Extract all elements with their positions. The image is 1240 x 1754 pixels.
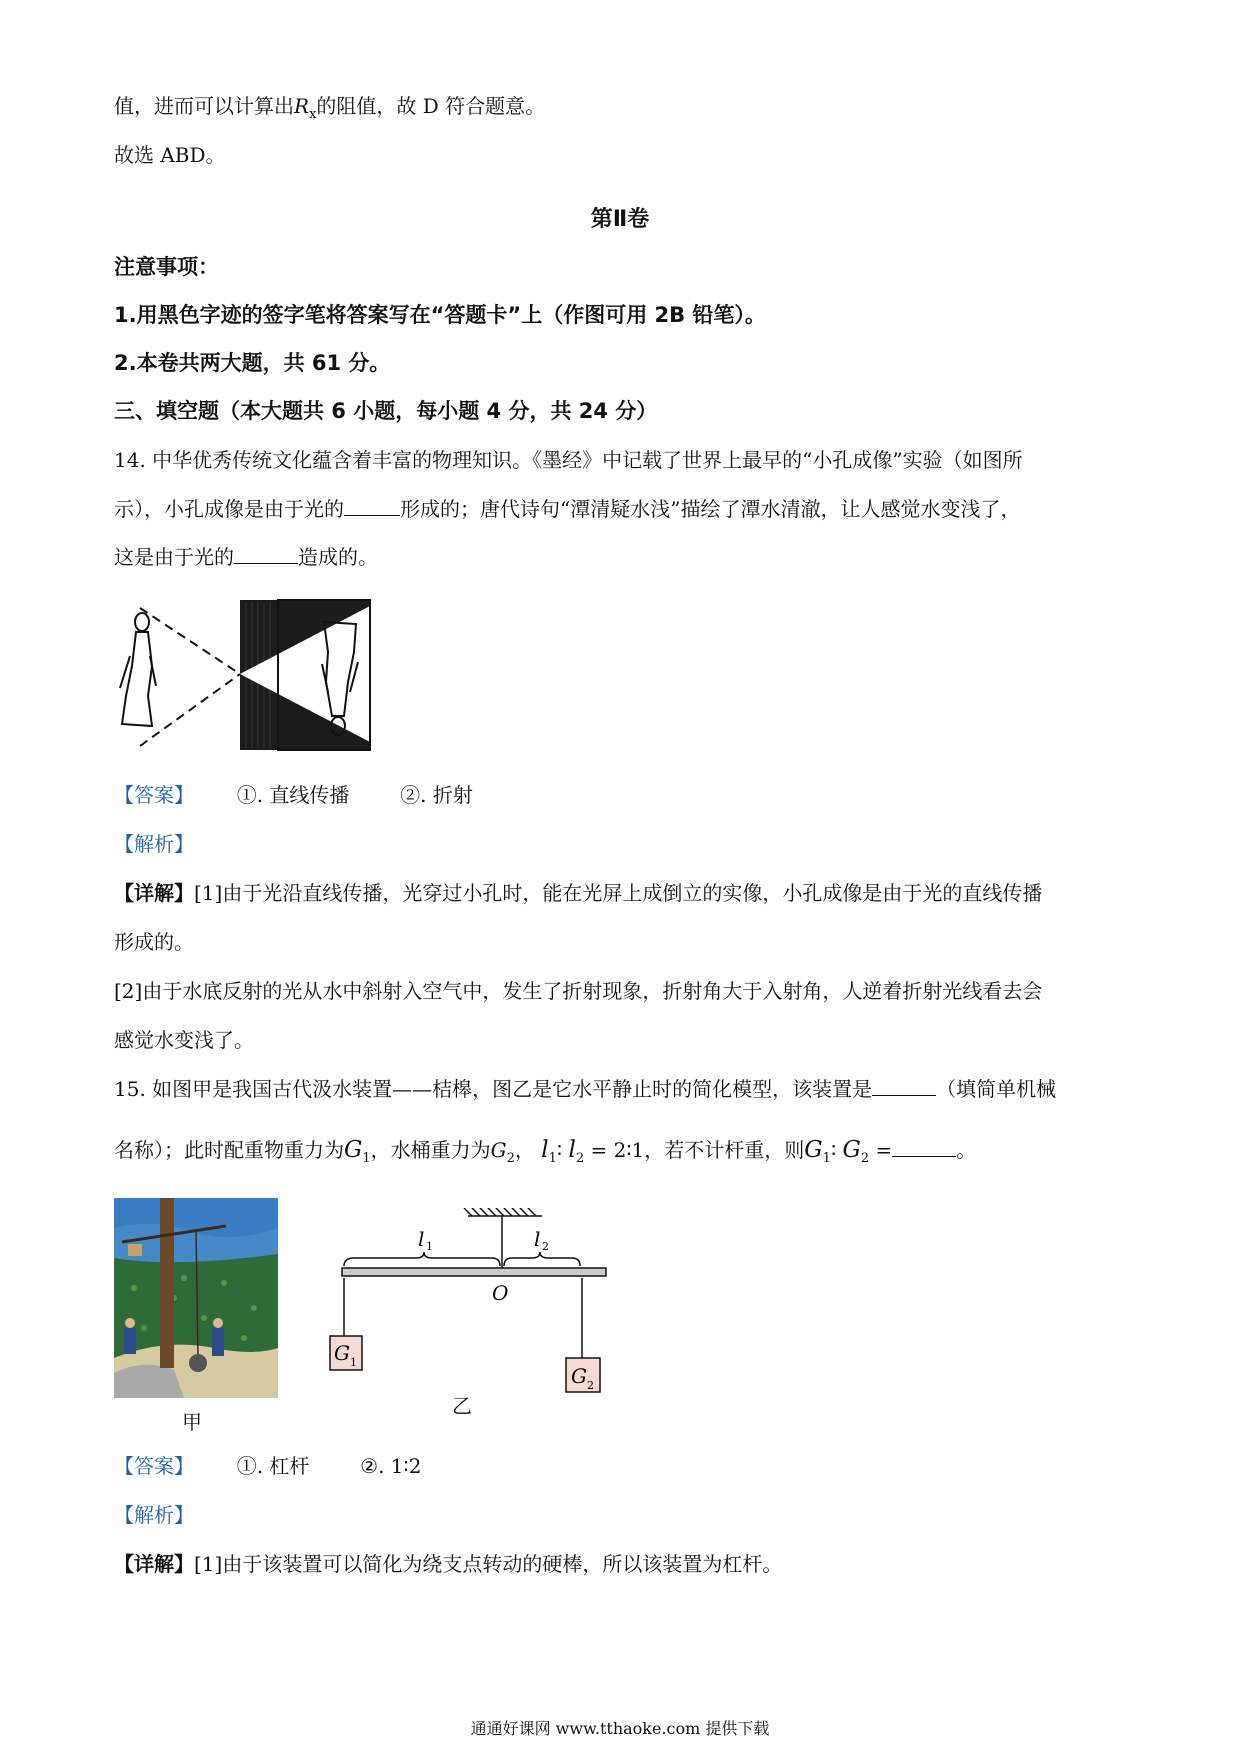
person-head (135, 613, 149, 631)
text-line: 值，进而可以计算出$R_x$的阻值，故 D 符合题意。 (114, 94, 546, 122)
label-g2: G (571, 1364, 587, 1388)
svg-text:2: 2 (542, 1240, 549, 1253)
answer-line: 【答案】 ①. 杠杆 ②. 1∶2 (114, 1454, 422, 1478)
question-14-line: 示），小孔成像是由于光的 形成的；唐代诗句“潭清疑水浅”描绘了潭水清澈，让人感觉水变浅了， (114, 497, 1021, 521)
svg-text:1: 1 (426, 1240, 433, 1253)
detail-line: [2]由于水底反射的光从水中斜射入空气中，发生了折射现象，折射角大于入射角，人逆着折射光线看去会 (114, 979, 1043, 1003)
painting-well (189, 1354, 207, 1372)
lever-model-diagram (320, 1208, 620, 1398)
notice-title: 注意事项： (114, 255, 219, 279)
label-g1: G (334, 1341, 350, 1365)
svg-text:2: 2 (587, 1379, 594, 1392)
person-body (122, 632, 152, 726)
figure-label-yi: 乙 (452, 1394, 472, 1418)
answer-blank (892, 1136, 956, 1157)
detail-line: 【详解】[1]由于光沿直线传播，光穿过小孔时，能在光屏上成倒立的实像，小孔成像是由于光的直线传播 (114, 881, 1043, 905)
detail-line: 形成的。 (114, 930, 194, 954)
answer-line: 【答案】 ①. 直线传播 ②. 折射 (114, 783, 473, 807)
figure-label-jia: 甲 (182, 1410, 202, 1434)
detail-line: 【详解】[1]由于该装置可以简化为绕支点转动的硬棒，所以该装置为杠杆。 (114, 1552, 783, 1576)
brace-l1 (344, 1252, 500, 1266)
part-title: 三、填空题（本大题共 6 小题，每小题 4 分，共 24 分） (114, 399, 658, 423)
label-l2: l (534, 1227, 541, 1251)
question-14-line: 14. 中华优秀传统文化蕴含着丰富的物理知识。《墨经》中记载了世界上最早的“小孔成像”实验（如图所 (114, 448, 1023, 472)
text-line: 故选 ABD。 (114, 143, 226, 167)
pinhole-camera-figure (112, 596, 377, 756)
analysis-tag: 【解析】 (114, 832, 194, 856)
notice-item: 2.本卷共两大题，共 61 分。 (114, 351, 391, 375)
page-footer: 通通好课网 www.tthaoke.com 提供下载 (470, 1719, 770, 1738)
svg-text:1: 1 (350, 1356, 357, 1369)
detail-line: 感觉水变浅了。 (114, 1028, 254, 1052)
lever-bar (342, 1268, 606, 1276)
answer-blank (234, 543, 298, 564)
question-15-line: 名称）；此时配重物重力为$G_1$，水桶重力为$G_2$， $l_1∶$ $l_2$ = 2∶1，若不计杆重，则$G_1∶$ $G_2$ = 。 (114, 1137, 977, 1166)
well-sweep-painting (114, 1198, 278, 1398)
brace-l2 (504, 1252, 580, 1266)
answer-blank (872, 1075, 936, 1096)
notice-item: 1.用黑色字迹的签字笔将答案写在“答题卡”上（作图可用 2B 铅笔）。 (114, 303, 766, 327)
analysis-tag: 【解析】 (114, 1503, 194, 1527)
painting-tree (160, 1198, 174, 1368)
section-title: 第Ⅱ卷 (590, 207, 650, 232)
ceiling-hatch (464, 1208, 536, 1216)
answer-blank (344, 495, 400, 516)
question-15-line: 15. 如图甲是我国古代汲水装置——桔槔，图乙是它水平静止时的简化模型，该装置是 （填简单机械 (114, 1077, 1057, 1101)
question-14-line: 这是由于光的 造成的。 (114, 545, 378, 569)
label-l1: l (418, 1227, 425, 1251)
label-pivot-o: O (492, 1281, 509, 1305)
